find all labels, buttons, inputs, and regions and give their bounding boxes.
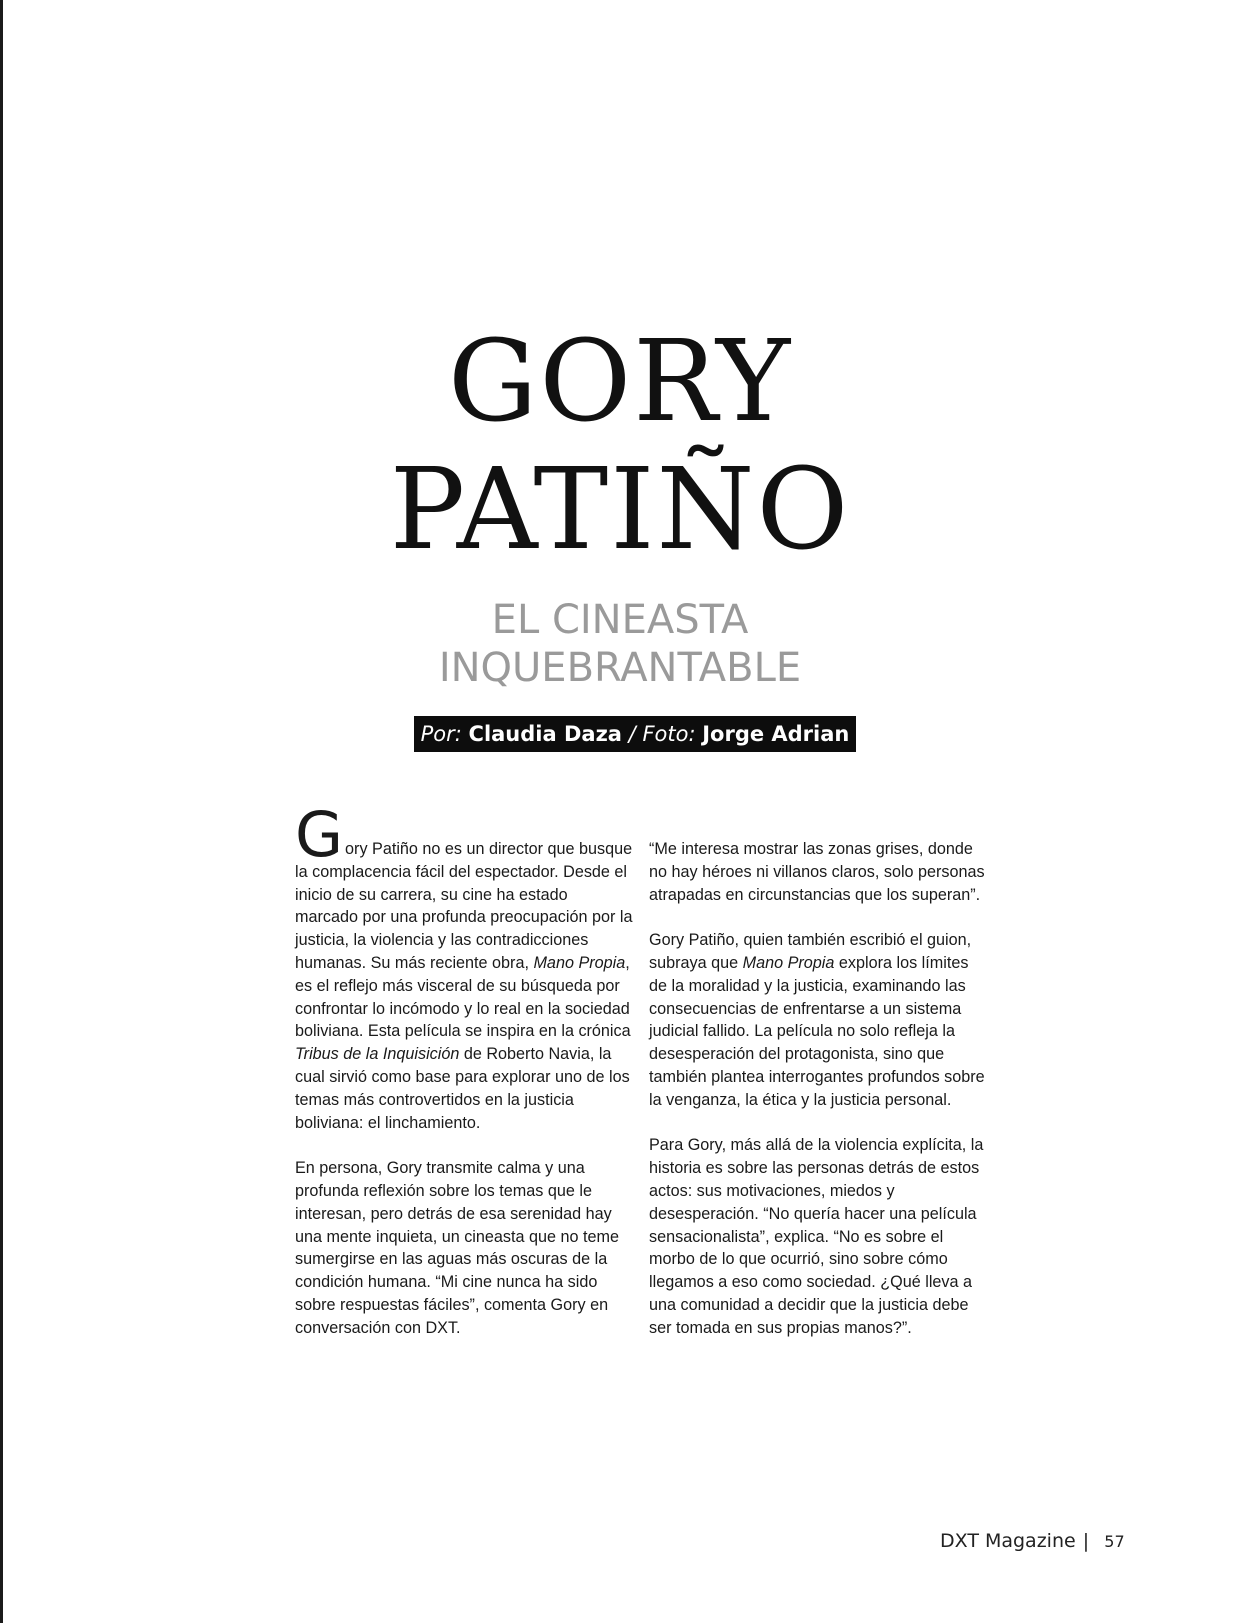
- byline-separator: /: [628, 722, 636, 746]
- photo-name: Jorge Adrian: [702, 722, 850, 746]
- paragraph: En persona, Gory transmite calma y una profunda reflexión sobre los temas que le interesan, pero detrás de esa serenidad hay una mente inquieta, un cineasta que no teme sumergirse en las aguas más oscuras de la condición humana. “Mi cine nunca ha sido sobre respuestas fáciles”, comenta Gory en conversación con DXT.: [295, 1159, 619, 1337]
- article-column-left: [295, 798, 635, 1362]
- page-edge: [0, 0, 3, 1623]
- paragraph: Para Gory, más allá de la violencia explícita, la historia es sobre las personas detrás de estos actos: sus motivaciones, miedos y desesperación. “No quería hacer una película sensacionalista”, explica. “No es sobre el morbo de lo que ocurrió, sino sobre cómo llegamos a eso como sociedad. ¿Qué lleva a una comunidad a decidir que la justicia debe ser tomada en sus propias manos?”.: [649, 1136, 984, 1337]
- subtitle-line-2: INQUEBRANTABLE: [438, 645, 802, 691]
- film-title: Mano Propia: [742, 953, 835, 972]
- article-column-right: [649, 838, 989, 1362]
- paragraph: [295, 798, 635, 1134]
- paragraph-text: de Roberto Navia, la cual sirvió como base para explorar uno de los temas más controvertidos en la justicia boliviana: el linchamiento.: [295, 1045, 630, 1132]
- byline: [414, 716, 856, 752]
- title-line-1: GORY: [447, 317, 793, 447]
- book-title: Tribus de la Inquisición: [295, 1045, 460, 1064]
- page-number: 57: [1104, 1532, 1125, 1551]
- author-label: Por:: [420, 722, 462, 746]
- magazine-name: DXT Magazine: [940, 1530, 1076, 1552]
- footer-separator: |: [1082, 1530, 1090, 1552]
- photo-label: Foto:: [642, 722, 696, 746]
- article-subtitle: [0, 596, 1240, 692]
- paragraph: “Me interesa mostrar las zonas grises, donde no hay héroes ni villanos claros, solo personas atrapadas en circunstancias que los superan”.: [649, 840, 985, 904]
- film-title: Mano Propia: [533, 953, 626, 972]
- paragraph-text: , es el reflejo más visceral de su búsqueda por confrontar lo incómodo y lo real en la sociedad boliviana. Esta película se inspira en la crónica: [295, 953, 631, 1041]
- paragraph-text: Gory Patiño, quien también escribió el guion, subraya que: [649, 931, 972, 972]
- paragraph: [649, 929, 989, 1111]
- subtitle-line-1: EL CINEASTA: [491, 597, 749, 643]
- drop-cap: G: [295, 798, 344, 871]
- paragraph-text: ory Patiño no es un director que busque la complacencia fácil del espectador. Desde el inicio de su carrera, su cine ha estado marcado por una profunda preocupación por la justicia, la violencia y las contradicciones humanas. Su más reciente obra,: [295, 840, 633, 972]
- title-line-2: PATIÑO: [389, 445, 851, 575]
- author-name: Claudia Daza: [468, 722, 622, 746]
- page-footer: [940, 1530, 1160, 1560]
- drop-cap-spacer: [295, 810, 635, 838]
- paragraph-text: explora los límites de la moralidad y la justicia, examinando las consecuencias de enfrentarse a un sistema judicial fallido. La película no solo refleja la desesperación del protagonista, sino que también plantea interrogantes profundos sobre la venganza, la ética y la justicia personal.: [649, 953, 985, 1109]
- article-title: [0, 318, 1240, 574]
